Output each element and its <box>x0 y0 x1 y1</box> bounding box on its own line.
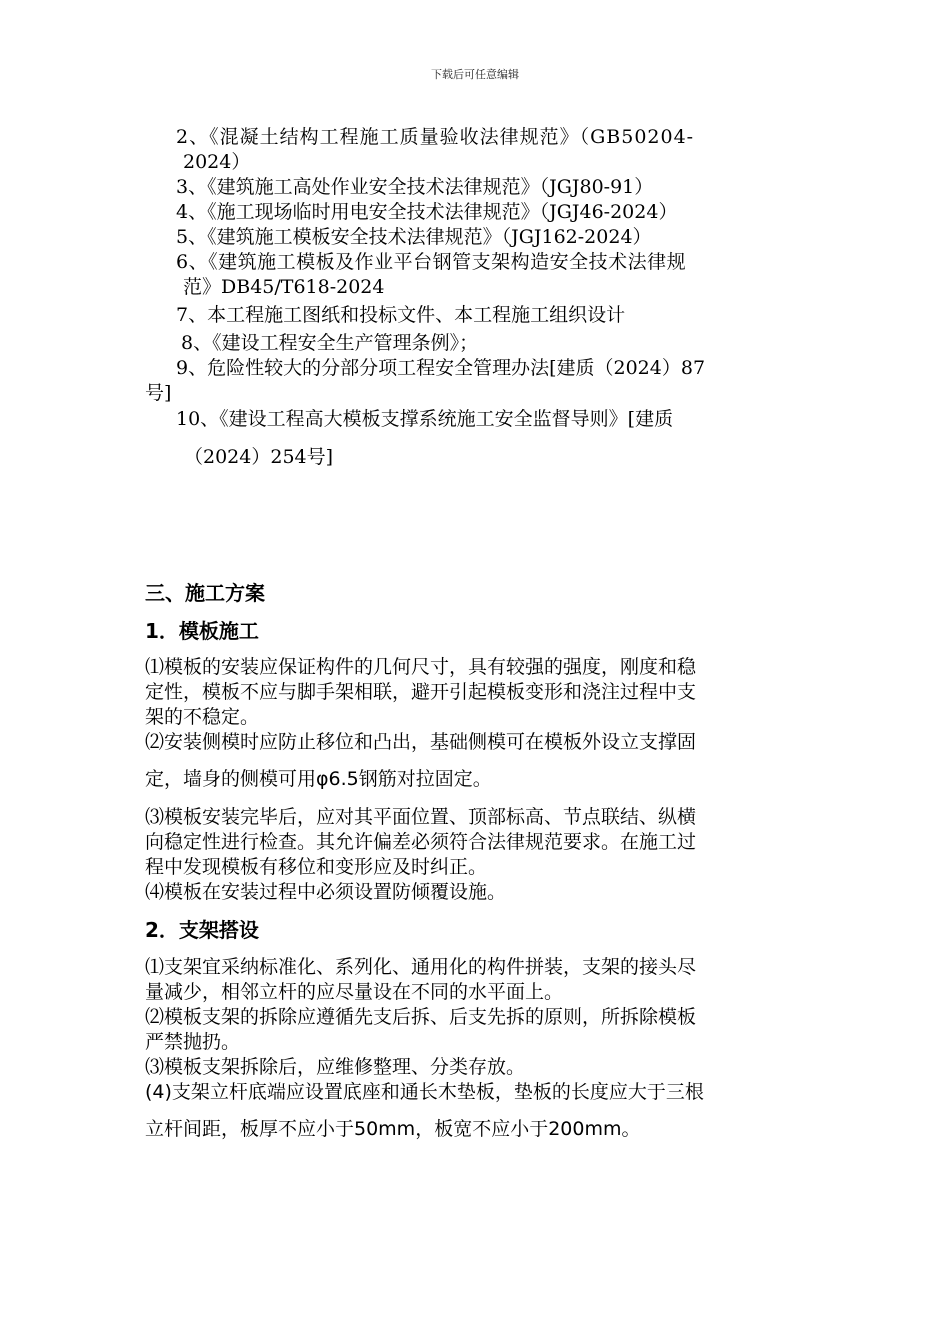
text-line: ⑵安装侧模时应防止移位和凸出，基础侧模可在模板外设立支撑固 <box>145 731 697 753</box>
ref-item: 4、《施工现场临时用电安全技术法律规范》（JGJ46-2024） <box>176 201 678 223</box>
ref-item: 7、本工程施工图纸和投标文件、本工程施工组织设计 <box>176 304 626 326</box>
section-title: 三、施工方案 <box>145 581 265 605</box>
text-line: ⑴模板的安装应保证构件的几何尺寸，具有较强的强度，刚度和稳 <box>145 656 697 678</box>
text-line: 严禁抛扔。 <box>145 1031 241 1053</box>
ref-item: 6、《建筑施工模板及作业平台钢管支架构造安全技术法律规 <box>176 251 687 273</box>
subsection-title-support: 2．支架搭设 <box>145 918 259 942</box>
text-line: ⑴支架宜采纳标准化、系列化、通用化的构件拼装，支架的接头尽 <box>145 956 697 978</box>
text-line: 向稳定性进行检查。其允许偏差必须符合法律规范要求。在施工过 <box>145 831 697 853</box>
ref-item: 2、《混凝土结构工程施工质量验收法律规范》（GB50204- <box>176 126 695 148</box>
ref-item: 范》DB45/T618-2024 <box>183 276 385 298</box>
ref-item: 号] <box>145 382 172 404</box>
ref-item: 9、危险性较大的分部分项工程安全管理办法[建质（2024）87 <box>176 357 706 379</box>
text-line: ⑶模板支架拆除后，应维修整理、分类存放。 <box>145 1056 526 1078</box>
ref-item: （2024）254号] <box>184 446 334 468</box>
text-line: (4)支架立杆底端应设置底座和通长木垫板，垫板的长度应大于三根 <box>145 1081 704 1103</box>
text-line: 立杆间距，板厚不应小于50mm，板宽不应小于200mm。 <box>145 1118 641 1140</box>
ref-item: 8、《建设工程安全生产管理条例》； <box>181 332 479 354</box>
text-line: 定性，模板不应与脚手架相联，避开引起模板变形和浇注过程中支 <box>145 681 697 703</box>
text-line: 定，墙身的侧模可用φ6.5钢筋对拉固定。 <box>145 768 492 790</box>
text-line: ⑵模板支架的拆除应遵循先支后拆、后支先拆的原则，所拆除模板 <box>145 1006 697 1028</box>
ref-item: 2024） <box>183 151 251 173</box>
subsection-title-formwork: 1．模板施工 <box>145 619 259 643</box>
text-line: 程中发现模板有移位和变形应及时纠正。 <box>145 856 488 878</box>
ref-item: 10、《建设工程高大模板支撑系统施工安全监督导则》[建质 <box>176 408 674 430</box>
text-line: 架的不稳定。 <box>145 706 260 728</box>
text-line: ⑷模板在安装过程中必须设置防倾覆设施。 <box>145 881 507 903</box>
ref-item: 3、《建筑施工高处作业安全技术法律规范》（JGJ80-91） <box>176 176 654 198</box>
page-header: 下载后可任意编辑 <box>431 68 519 81</box>
text-line: 量减少，相邻立杆的应尽量设在不同的水平面上。 <box>145 981 564 1003</box>
ref-item: 5、《建筑施工模板安全技术法律规范》（JGJ162-2024） <box>176 226 652 248</box>
text-line: ⑶模板安装完毕后，应对其平面位置、顶部标高、节点联结、纵横 <box>145 806 697 828</box>
